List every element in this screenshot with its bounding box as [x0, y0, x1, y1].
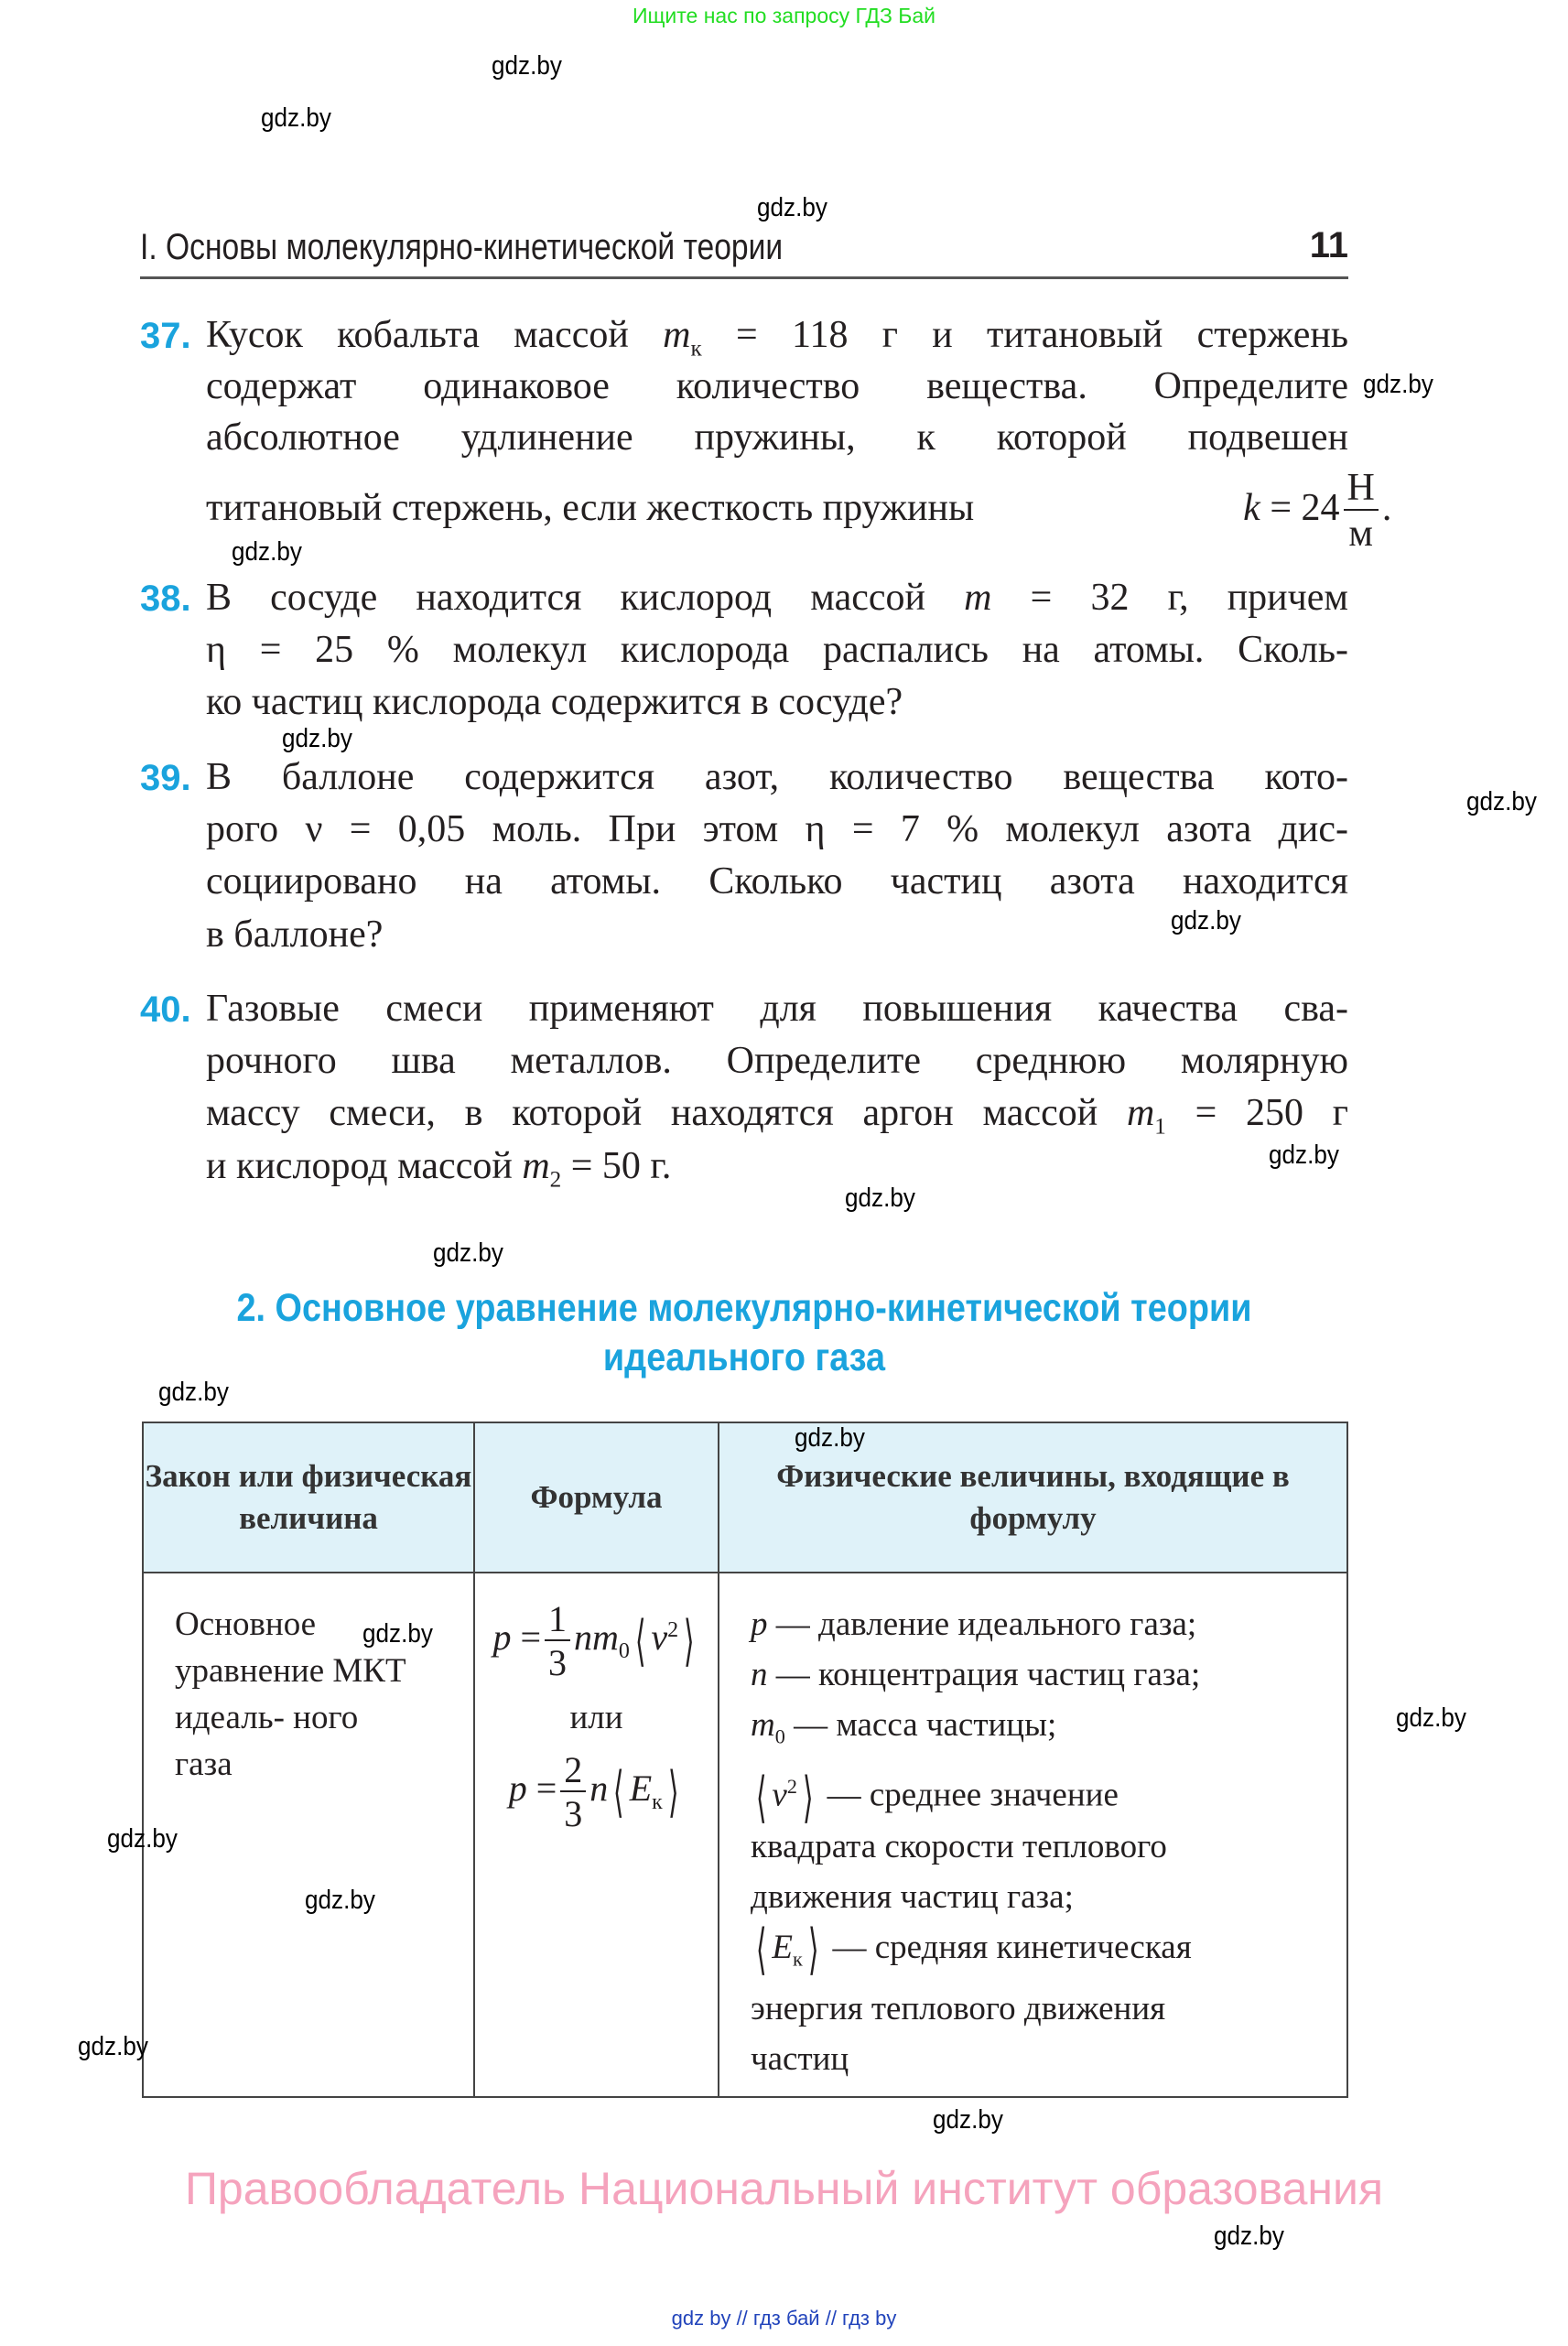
watermark: gdz.by — [261, 103, 331, 133]
bottom-links[interactable]: gdz by // гдз бай // гдз by — [671, 2307, 897, 2330]
table-row — [143, 1573, 1347, 2097]
problem-line: В сосуде находится кислород массой m = 32 г, причем — [206, 577, 1348, 619]
column-header: Формула — [474, 1422, 719, 1573]
watermark: gdz.by — [1214, 2222, 1284, 2251]
problem-line: рочного шва металлов. Определите среднюю молярную — [206, 1040, 1348, 1082]
watermark: gdz.by — [1396, 1703, 1466, 1733]
description-item: n — концентрация частиц газа; — [751, 1656, 1201, 1693]
formula-2: p = $\frac{2}{3}$ n⟨ $E_к⟩$ — [508, 1749, 679, 1834]
problem-line: Газовые смеси применяют для повышения качества сва- — [206, 988, 1348, 1030]
problem-line: содержат одинаковое количество вещества. Определите — [206, 365, 1348, 407]
watermark: gdz.by — [845, 1184, 915, 1213]
problem-line: В баллоне содержится азот, количество вещества кото- — [206, 756, 1348, 798]
description-cell — [719, 1573, 1347, 2097]
law-cell — [143, 1573, 474, 2097]
watermark: gdz.by — [107, 1824, 178, 1854]
watermark: gdz.by — [78, 2032, 148, 2061]
watermark: gdz.by — [933, 2105, 1003, 2135]
problem-line: ко частиц кислорода содержится в сосуде? — [206, 681, 903, 723]
problem-line: Кусок кобальта массой $m_к = 118$ г и титановый стержень — [206, 314, 1349, 362]
problem-line: социировано на атомы. Сколько частиц азота находится — [206, 860, 1348, 903]
formula-cell — [474, 1573, 719, 2097]
column-header: Закон или физическая величина — [143, 1422, 474, 1573]
watermark: gdz.by — [757, 193, 827, 222]
copyright-notice: Правообладатель Национальный институт образования — [184, 2163, 1384, 2214]
top-search-banner[interactable]: Ищите нас по запросу ГДЗ Бай — [632, 4, 936, 27]
problem-line: титановый стержень, если жесткость пружины k = 24 $\frac{Н}{м}$ . — [206, 467, 1392, 556]
problem-line: абсолютное удлинение пружины, к которой подвешен — [206, 416, 1348, 459]
watermark: gdz.by — [362, 1619, 433, 1649]
watermark: gdz.by — [282, 724, 352, 753]
table-header-row — [143, 1422, 1347, 1573]
page-number: 11 — [1309, 225, 1348, 265]
watermark: gdz.by — [795, 1423, 865, 1453]
watermark: gdz.by — [1269, 1141, 1339, 1170]
column-header: Физические величины, входящие в формулу — [719, 1422, 1347, 1573]
unit-fraction: $\frac{Н}{м}$ — [1344, 469, 1379, 553]
watermark: gdz.by — [433, 1238, 503, 1268]
description-item: $m_0$ — масса частицы; — [751, 1706, 1057, 1748]
header-rule — [140, 276, 1348, 279]
watermark: gdz.by — [1466, 787, 1537, 816]
problem-line: в баллоне? — [206, 914, 384, 956]
problem-line: массу смеси, в которой находятся аргон массой $m_1 = 250$ г — [206, 1092, 1348, 1140]
description-item: ⟨ $E_к⟩$ — средняя кинетическая энергия теплового движения частиц — [751, 1919, 1192, 2079]
problem-line: и кислород массой $m_2 = 50$ г. — [206, 1145, 672, 1193]
section-title-line2: идеального газа — [602, 1335, 886, 1379]
watermark: gdz.by — [305, 1886, 375, 1915]
watermark: gdz.by — [158, 1378, 229, 1407]
watermark: gdz.by — [232, 537, 302, 567]
problem-number: 39. — [140, 758, 191, 798]
problem-line: рого ν = 0,05 моль. При этом η = 7 % молекул азота дис- — [206, 808, 1348, 850]
watermark: gdz.by — [1171, 906, 1241, 935]
problem-line: η = 25 % молекул кислорода распались на атомы. Сколь- — [206, 629, 1348, 671]
description-item: p — давление идеального газа; — [751, 1605, 1197, 1643]
running-header: I. Основы молекулярно-кинетической теории — [140, 227, 784, 267]
problem-number: 38. — [140, 578, 191, 619]
formula-table — [142, 1422, 1348, 2098]
or-text: или — [569, 1699, 623, 1736]
watermark: gdz.by — [492, 51, 562, 81]
problem-number: 40. — [140, 989, 191, 1030]
section-title: 2. Основное уравнение молекулярно-кинетической теории — [236, 1286, 1252, 1330]
formula-1: p = $\frac{1}{3}$ $nm_0⟨$ $v^2⟩$ — [492, 1598, 695, 1683]
description-item: ⟨ $v^2⟩$ — среднее значение квадрата скорости теплового движения частиц газа; — [751, 1767, 1167, 1916]
watermark: gdz.by — [1363, 370, 1433, 399]
law-name: Основное уравнение МКТ идеаль- ного газа — [175, 1605, 406, 1783]
problem-number: 37. — [140, 316, 191, 356]
